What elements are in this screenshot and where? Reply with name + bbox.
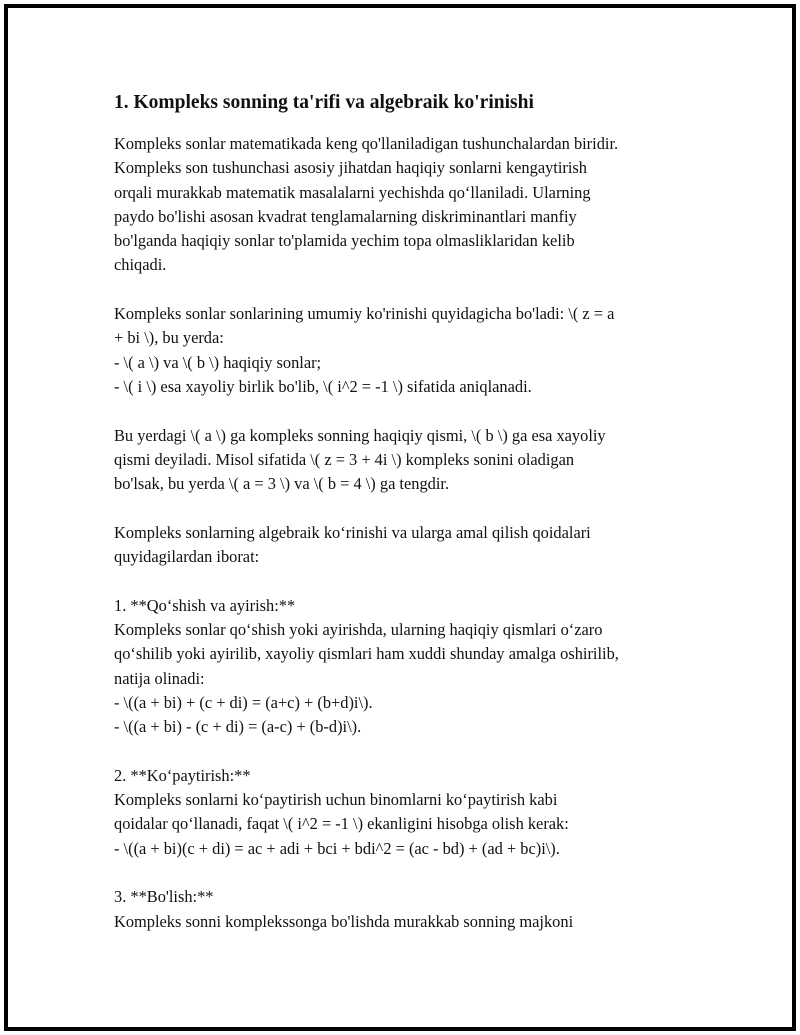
paragraph-gap — [114, 399, 694, 423]
paragraph-division: 3. **Bo'lish:** Kompleks sonni komplekssonga bo'lishda murakkab sonning majkoni — [114, 887, 574, 931]
paragraph-addition: 1. **Qo‘shish va ayirish:** Kompleks sonlar qo‘shish yoki ayirishda, ularning haqiqiy qismlari o‘zaro qo‘shilib yoki ayirilib, xayoliy qismlari ham xuddi shunday amalga oshirilib, natija olinadi: - \((a + bi) + (c + di) = (a+c) + (b+d)i\). - \((a + bi) - (c + di) = (a-c) + (b-d)i\). — [114, 595, 619, 737]
document-body — [114, 90, 694, 934]
paragraph-rules-intro: Kompleks sonlarning algebraik ko‘rinishi va ularga amal qilish qoidalari quyidagilardan iborat: — [114, 522, 591, 567]
paragraph-general-form: Kompleks sonlar sonlarining umumiy ko'rinishi quyidagicha bo'ladi: \( z = a + bi \), bu yerda: - \( a \) va \( b \) haqiqiy sonlar; - \( i \) esa xayoliy birlik bo'lib, \( i^2 = -1 \) sifatida aniqlanadi. — [114, 304, 615, 396]
paragraph-gap — [114, 861, 694, 885]
paragraph-gap — [114, 278, 694, 302]
section-heading: 1. Kompleks sonning ta'rifi va algebraik ko'rinishi — [114, 92, 534, 113]
paragraph-intro: Kompleks sonlar matematikada keng qo'llaniladigan tushunchalardan biridir. Kompleks son tushunchasi asosiy jihatdan haqiqiy sonlarni kengaytirish orqali murakkab matematik masalalarni yechishda qo‘llaniladi. Ularning paydo bo'lishi asosan kvadrat tenglamalarning diskriminantlari manfiy bo'lganda haqiqiy sonlar to'plamida yechim topa olmasliklaridan kelib chiqadi. — [114, 134, 619, 275]
paragraph-example: Bu yerdagi \( a \) ga kompleks sonning haqiqiy qismi, \( b \) ga esa xayoliy qismi deyiladi. Misol sifatida \( z = 3 + 4i \) kompleks sonini oladigan bo'lsak, bu yerda \( a = 3 \) va \( b = 4 \) ga tengdir. — [114, 425, 606, 494]
paragraph-gap — [114, 569, 694, 593]
paragraph-gap — [114, 739, 694, 763]
paragraph-multiplication: 2. **Ko‘paytirish:** Kompleks sonlarni ko‘paytirish uchun binomlarni ko‘paytirish kabi qoidalar qo‘llanadi, faqat \( i^2 = -1 \) ekanligini hisobga olish kerak: - \((a + bi)(c + di) = ac + adi + bci + bdi^2 = (ac - bd) + (ad + bc)i\). — [114, 765, 569, 858]
paragraph-gap — [114, 496, 694, 520]
